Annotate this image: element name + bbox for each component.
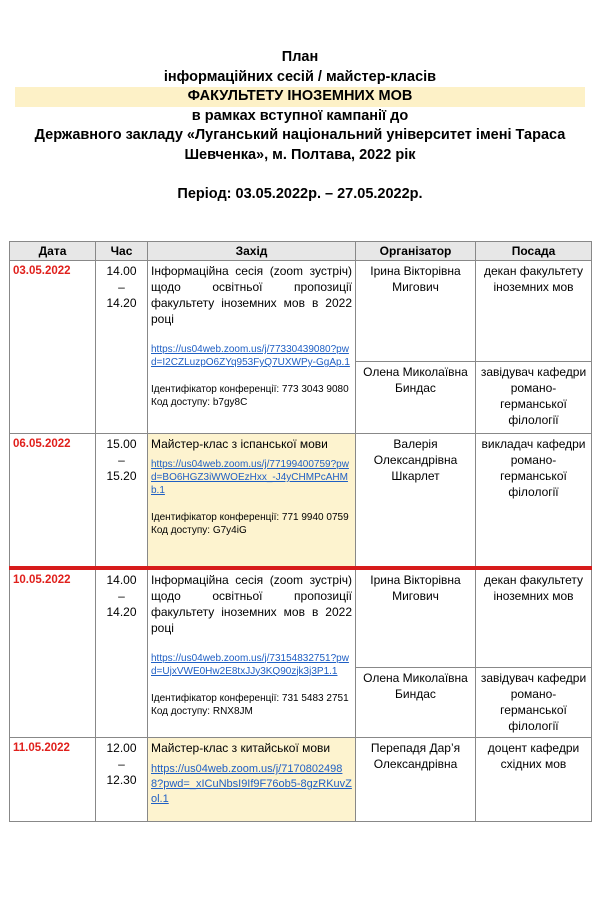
- col-header-date: Дата: [10, 242, 96, 261]
- table-row: [10, 568, 592, 668]
- date-cell: 11.05.2022: [10, 738, 96, 822]
- time-cell: [96, 434, 148, 568]
- time-start: 15.00: [106, 437, 137, 451]
- zoom-link[interactable]: https://us04web.zoom.us/j/73154832751?pwd=UjxVWE0Hw2E8txJJy3KQ90zjk3j3P1.1: [151, 652, 349, 677]
- event-cell: [148, 434, 356, 568]
- table-row: [10, 434, 592, 568]
- event-cell: [148, 738, 356, 822]
- event-title: Майстер-клас з іспанської мови: [151, 437, 328, 451]
- position-cell: завідувач кафедри романо-германської філології: [476, 362, 592, 434]
- date-cell: 03.05.2022: [10, 261, 96, 434]
- time-end: 14.20: [106, 604, 137, 619]
- time-dash: –: [118, 453, 125, 467]
- access-code: Код доступу: RNX8JM: [151, 705, 253, 717]
- time-cell: [96, 568, 148, 738]
- time-end: 15.20: [106, 469, 137, 483]
- organizer-cell: Олена Миколаївна Биндас: [356, 362, 476, 434]
- period-line: Період: 03.05.2022р. – 27.05.2022р.: [177, 186, 423, 202]
- header-line-6: Шевченка», м. Полтава, 2022 рік: [184, 146, 416, 163]
- table-row: [10, 738, 592, 822]
- event-cell: [148, 568, 356, 738]
- header-line-2: інформаційних сесій / майстер-класів: [163, 68, 437, 85]
- time-dash: –: [118, 280, 125, 294]
- event-title: Інформаційна сесія (zoom зустріч) щодо освітньої пропозиції факультету іноземних мов в 2022 році: [151, 572, 352, 635]
- zoom-link[interactable]: https://us04web.zoom.us/j/77199400759?pwd=BO6HGZ3iWWOEzHxx_-J4yCHMPcAHMb.1: [151, 459, 349, 496]
- organizer-cell: Олена Миколаївна Биндас: [356, 668, 476, 738]
- col-header-organizer: Організатор: [356, 242, 476, 261]
- access-code: Код доступу: G7y4iG: [151, 525, 247, 536]
- organizer-cell: Ірина Вікторівна Мигович: [356, 568, 476, 668]
- date-cell: 10.05.2022: [10, 568, 96, 738]
- header-line-1: План: [281, 49, 319, 65]
- time-start: 14.00: [106, 264, 137, 278]
- table-header-row: [10, 242, 592, 261]
- schedule-table: [9, 241, 592, 822]
- position-cell: доцент кафедри східних мов: [476, 738, 592, 822]
- col-header-position: Посада: [476, 242, 592, 261]
- event-title: Інформаційна сесія (zoom зустріч) щодо освітньої пропозиції факультету іноземних мов в 2022 році: [151, 264, 352, 326]
- position-cell: завідувач кафедри романо-германської філології: [476, 668, 592, 738]
- position-cell: декан факультету іноземних мов: [476, 568, 592, 668]
- position-cell: викладач кафедри романо-германської філології: [476, 434, 592, 568]
- document-header: [0, 48, 600, 165]
- conference-id: Ідентифікатор конференції: 773 3043 9080: [151, 384, 349, 395]
- date-cell: 06.05.2022: [10, 434, 96, 568]
- time-dash: –: [118, 588, 125, 603]
- time-start: 14.00: [106, 572, 137, 587]
- conference-id: Ідентифікатор конференції: 771 9940 0759: [151, 512, 349, 523]
- table-row: [10, 261, 592, 362]
- header-line-5: Державного закладу «Луганський національний університет імені Тараса: [34, 127, 566, 143]
- header-line-4: в рамках вступної кампанії до: [191, 107, 409, 124]
- time-start: 12.00: [106, 741, 137, 755]
- faculty-title: ФАКУЛЬТЕТУ ІНОЗЕМНИХ МОВ: [15, 87, 585, 107]
- zoom-link[interactable]: https://us04web.zoom.us/j/77330439080?pwd=I2CZLuzpO6ZYq953FyQ7UXWPy-GgAp.1: [151, 344, 350, 368]
- event-title: Майстер-клас з китайської мови: [151, 741, 331, 755]
- position-cell: декан факультету іноземних мов: [476, 261, 592, 362]
- organizer-cell: Валерія Олександрівна Шкарлет: [356, 434, 476, 568]
- col-header-time: Час: [96, 242, 148, 261]
- time-cell: [96, 261, 148, 434]
- conference-id: Ідентифікатор конференції: 731 5483 2751: [151, 692, 349, 704]
- col-header-event: Захід: [148, 242, 356, 261]
- time-end: 12.30: [106, 773, 137, 787]
- time-cell: [96, 738, 148, 822]
- time-dash: –: [118, 757, 125, 771]
- event-cell: [148, 261, 356, 434]
- organizer-cell: Перепадя Дар’я Олександрівна: [356, 738, 476, 822]
- time-end: 14.20: [106, 296, 137, 310]
- zoom-link[interactable]: https://us04web.zoom.us/j/71708024988?pwd=_xICuNbsI9If9F76ob5-8gzRKuvZol.1: [151, 763, 352, 805]
- access-code: Код доступу: b7gy8C: [151, 397, 248, 408]
- organizer-cell: Ірина Вікторівна Мигович: [356, 261, 476, 362]
